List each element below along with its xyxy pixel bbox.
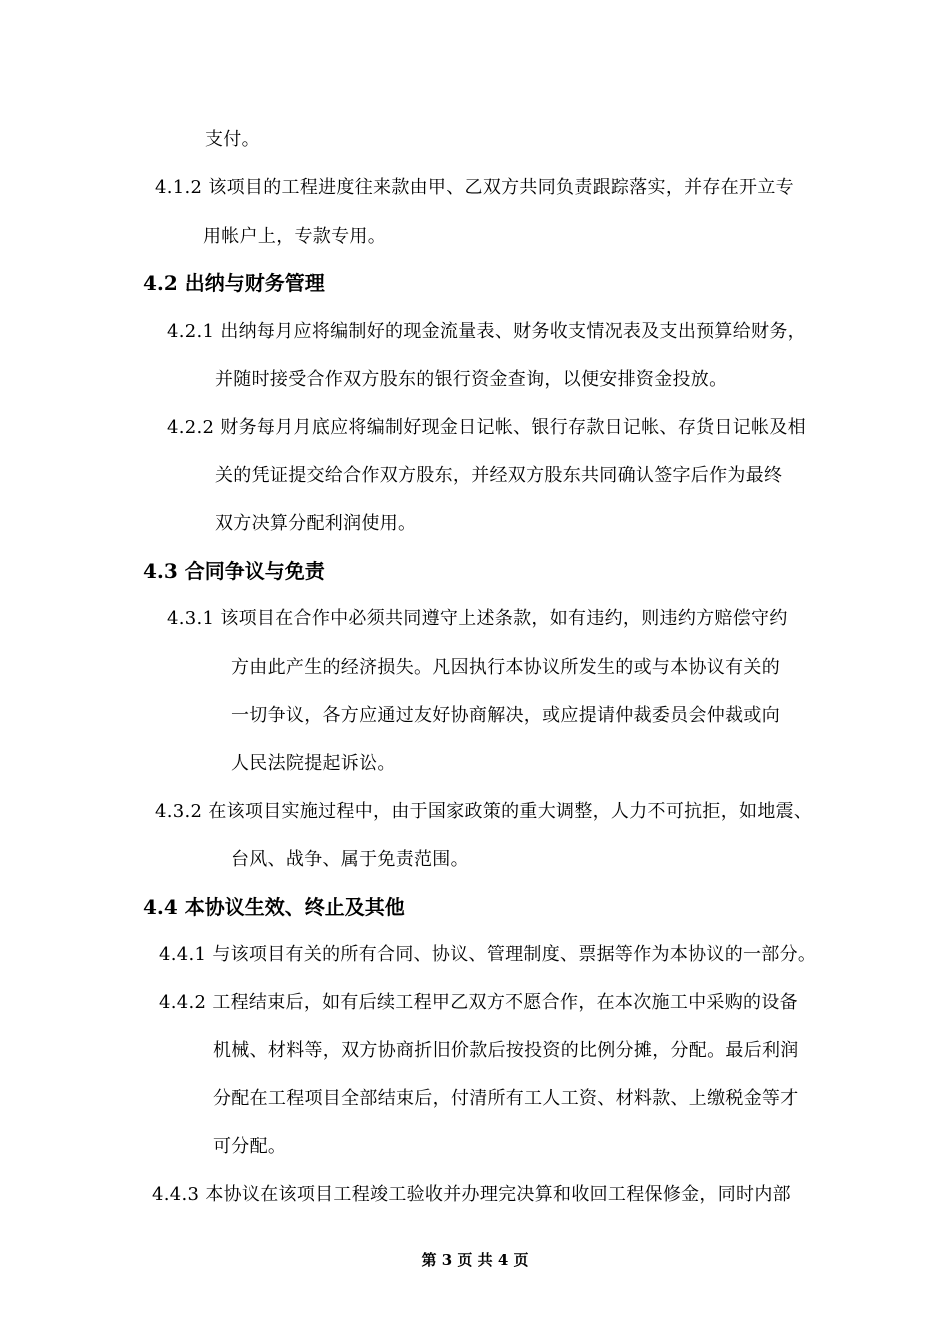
clause-4-3-2-line: 4.3.2 在该项目实施过程中，由于国家政策的重大调整，人力不可抗拒，如地震、 xyxy=(155,801,813,822)
clause-4-2-2-line: 4.2.2 财务每月月底应将编制好现金日记帐、银行存款日记帐、存货日记帐及相 xyxy=(167,417,806,438)
clause-4-1-2-line: 4.1.2 该项目的工程进度往来款由甲、乙双方共同负责跟踪落实，并存在开立专 xyxy=(155,177,794,198)
clause-4-2-2-line: 双方决算分配利润使用。 xyxy=(215,513,417,534)
clause-4-2-2-line: 关的凭证提交给合作双方股东，并经双方股东共同确认签字后作为最终 xyxy=(215,465,783,486)
page-footer: 第 3 页 共 4 页 xyxy=(421,1251,529,1269)
section-heading-4-3: 4.3 合同争议与免责 xyxy=(143,559,325,583)
clause-4-4-2-line: 可分配。 xyxy=(213,1136,287,1157)
section-heading-4-2: 4.2 出纳与财务管理 xyxy=(143,271,325,295)
clause-4-1-2-line: 用帐户上，专款专用。 xyxy=(203,226,386,247)
clause-4-3-1-line: 一切争议，各方应通过友好协商解决，或应提请仲裁委员会仲裁或向 xyxy=(231,705,780,726)
section-heading-4-4: 4.4 本协议生效、终止及其他 xyxy=(143,895,405,919)
clause-4-3-1-line: 方由此产生的经济损失。凡因执行本协议所发生的或与本协议有关的 xyxy=(231,657,780,678)
clause-4-2-1-line: 4.2.1 出纳每月应将编制好的现金流量表、财务收支情况表及支出预算给财务， xyxy=(167,321,806,342)
clause-4-4-2-line: 分配在工程项目全部结束后，付清所有工人工资、材料款、上缴税金等才 xyxy=(213,1088,799,1109)
clause-4-4-2-line: 4.4.2 工程结束后，如有后续工程甲乙双方不愿合作，在本次施工中采购的设备 xyxy=(159,992,798,1013)
paragraph-line: 支付。 xyxy=(205,129,260,150)
clause-4-4-3-line: 4.4.3 本协议在该项目工程竣工验收并办理完决算和收回工程保修金，同时内部 xyxy=(152,1184,791,1205)
clause-4-2-1-line: 并随时接受合作双方股东的银行资金查询，以便安排资金投放。 xyxy=(215,369,728,390)
clause-4-3-2-line: 台风、战争、属于免责范围。 xyxy=(231,849,469,870)
clause-4-3-1-line: 人民法院提起诉讼。 xyxy=(231,753,396,774)
clause-4-3-1-line: 4.3.1 该项目在合作中必须共同遵守上述条款，如有违约，则违约方赔偿守约 xyxy=(167,608,788,629)
clause-4-4-2-line: 机械、材料等，双方协商折旧价款后按投资的比例分摊，分配。最后利润 xyxy=(213,1040,799,1061)
clause-4-4-1-line: 4.4.1 与该项目有关的所有合同、协议、管理制度、票据等作为本协议的一部分。 xyxy=(159,944,817,965)
